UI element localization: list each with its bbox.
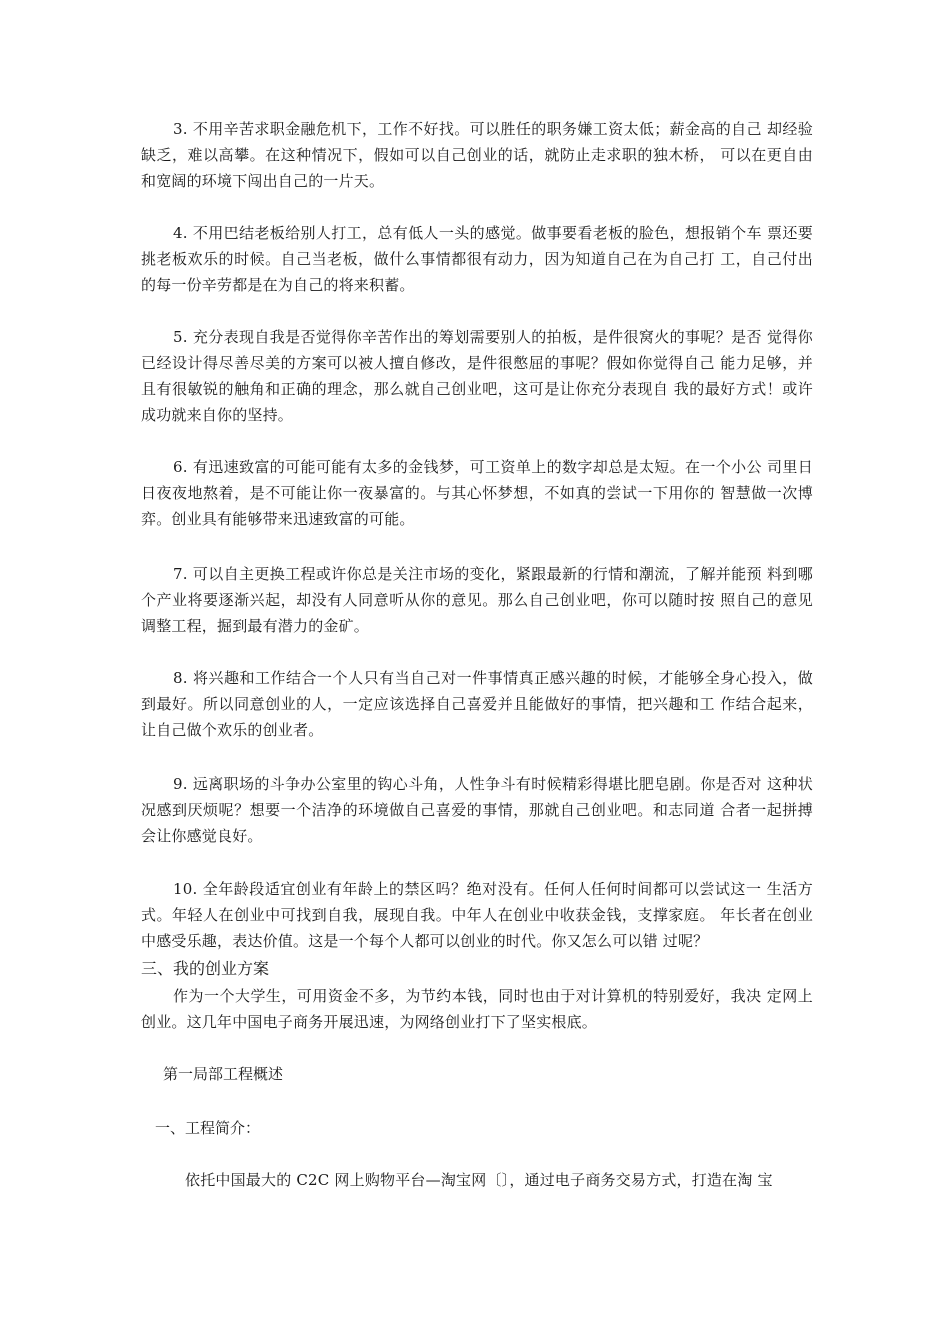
paragraph-7: 7. 可以自主更换工程或许你总是关注市场的变化，紧跟最新的行情和潮流，了解并能预 料到哪个产业将要逐渐兴起，却没有人同意听从你的意见。那么自己创业吧，你可以随时按 照自己的意见调整工程，掘到最有潜力的金矿。 (141, 565, 813, 635)
paragraph-8: 8. 将兴趣和工作结合一个人只有当自己对一件事情真正感兴趣的时候，才能够全身心投入，做到最好。所以同意创业的人，一定应该选择自己喜爱并且能做好的事情，把兴趣和工 作结合起来，让自己做个欢乐的创业者。 (141, 669, 813, 739)
section-intro: 作为一个大学生，可用资金不多，为节约本钱，同时也由于对计算机的特别爱好，我决 定网上创业。这几年中国电子商务开展迅速，为网络创业打下了坚实根底。 (141, 987, 813, 1031)
section-heading: 三、我的创业方案 (141, 959, 270, 978)
paragraph-9: 9. 远离职场的斗争办公室里的钩心斗角，人性争斗有时候精彩得堪比肥皂剧。你是否对 这种状况感到厌烦呢？想要一个洁净的环境做自己喜爱的事情，那就自己创业吧。和志同道 合者一起拼搏会让你感觉良好。 (141, 775, 813, 845)
paragraph-6: 6. 有迅速致富的可能可能有太多的金钱梦，可工资单上的数字却总是太短。在一个小公 司里日日夜夜地熬着，是不可能让你一夜暴富的。与其心怀梦想，不如真的尝试一下用你的 智慧做一次博弈。创业具有能够带来迅速致富的可能。 (141, 458, 813, 528)
paragraph-3: 3. 不用辛苦求职金融危机下，工作不好找。可以胜任的职务嫌工资太低；薪金高的自己 却经验缺乏，难以高攀。在这种情况下，假如可以自己创业的话，就防止走求职的独木桥， 可以在更自由和宽阔的环境下闯出自己的一片天。 (141, 120, 813, 190)
paragraph-4: 4. 不用巴结老板给别人打工，总有低人一头的感觉。做事要看老板的脸色，想报销个车 票还要挑老板欢乐的时候。自己当老板，做什么事情都很有动力，因为知道自己在为自己打 工，自己付出的每一份辛劳都是在为自己的将来积蓄。 (141, 224, 813, 294)
final-paragraph: 依托中国最大的 C2C 网上购物平台—淘宝网〔〕，通过电子商务交易方式，打造在淘 宝 (185, 1171, 773, 1189)
paragraph-5: 5. 充分表现自我是否觉得你辛苦作出的筹划需要别人的拍板，是件很窝火的事呢？是否 觉得你已经设计得尽善尽美的方案可以被人擅自修改，是件很憋屈的事呢？假如你觉得自己 能力足够，并且有很敏锐的触角和正确的理念，那么就自己创业吧，这可是让你充分表现自 我的最好方式！或许成功就来自你的坚持。 (141, 328, 813, 424)
subsection-heading: 一、工程简介： (155, 1119, 261, 1137)
part-heading: 第一局部工程概述 (163, 1065, 284, 1083)
paragraph-10: 10. 全年龄段适宜创业有年龄上的禁区吗？绝对没有。任何人任何时间都可以尝试这一 生活方式。年轻人在创业中可找到自我，展现自我。中年人在创业中收获金钱，支撑家庭。 年长者在创业中感受乐趣，表达价值。这是一个每个人都可以创业的时代。你又怎么可以错 过呢？ (141, 880, 813, 950)
